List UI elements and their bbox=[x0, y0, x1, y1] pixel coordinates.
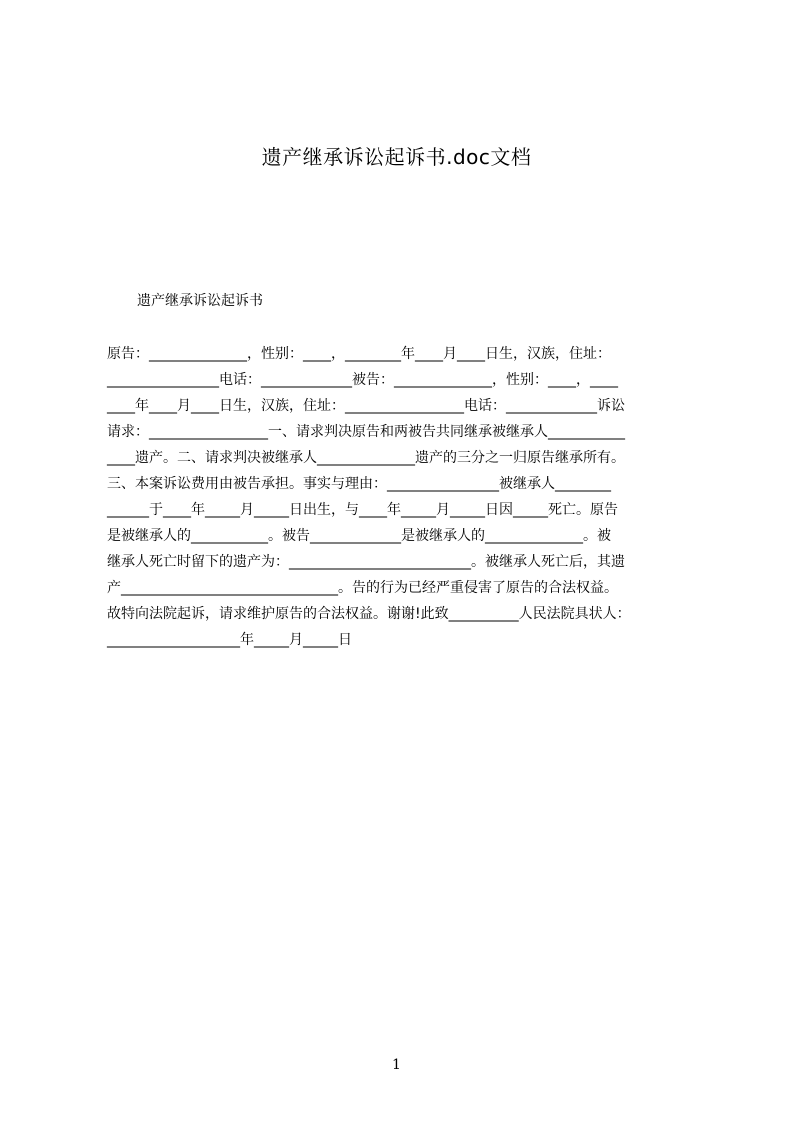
body-line: 继承人死亡时留下的遗产为：__________________________。被继承人死亡后，其遗 bbox=[107, 554, 625, 570]
body-line: 是被继承人的___________。被告_____________是被继承人的______________。被 bbox=[107, 528, 611, 544]
body-line: ____遗产。二、请求判决被继承人______________遗产的三分之一归原告继承所有。 bbox=[107, 450, 625, 466]
body-line: 三、本案诉讼费用由被告承担。事实与理由：________________被继承人________ bbox=[107, 476, 611, 492]
page-number: 1 bbox=[392, 1057, 401, 1073]
body-line: ________________电话：_____________被告：______________，性别：____，____ bbox=[107, 372, 618, 388]
body-line: ______于____年_____月_____日出生，与____年_____月_____日因_____死亡。原告 bbox=[107, 502, 618, 518]
document-title: 遗产继承诉讼起诉书.doc文档 bbox=[261, 145, 532, 169]
body-line: 故特向法院起诉，请求维护原告的合法权益。谢谢!此致__________人民法院具状人： bbox=[107, 606, 631, 622]
body-line: 产_______________________________。告的行为已经严重侵害了原告的合法权益。 bbox=[107, 580, 618, 596]
document-subtitle: 遗产继承诉讼起诉书 bbox=[137, 293, 263, 309]
body-line: 原告：______________，性别：____，________年____月____日生，汉族，住址： bbox=[107, 346, 611, 362]
body-line: 请求：_________________一、请求判决原告和两被告共同继承被继承人___________ bbox=[107, 424, 625, 440]
body-line: ___________________年_____月_____日 bbox=[107, 632, 352, 648]
document-body bbox=[107, 341, 707, 653]
body-line: ____年____月____日生，汉族，住址：_________________电话：_____________诉讼 bbox=[107, 398, 625, 414]
